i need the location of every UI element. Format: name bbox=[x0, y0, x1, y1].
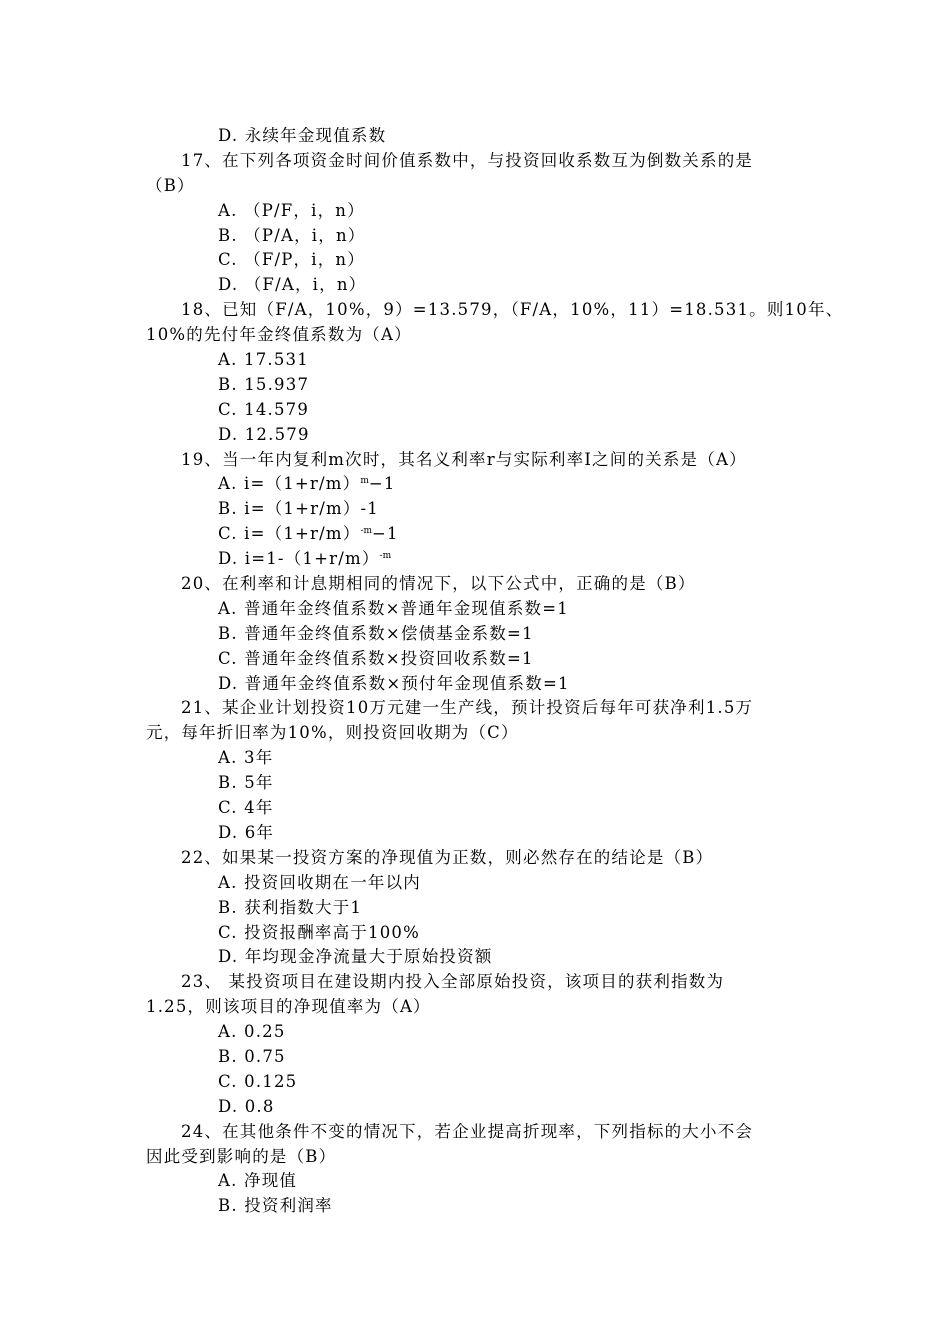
question-line bbox=[146, 149, 816, 174]
answer-option bbox=[146, 821, 816, 846]
line-text: D. i=1-（1+r/m） bbox=[218, 549, 380, 569]
line-text: D. 永续年金现值系数 bbox=[218, 126, 387, 145]
answer-option bbox=[146, 1020, 816, 1045]
line-text: 23、 某投资项目在建设期内投入全部原始投资，该项目的获利指数为 bbox=[181, 972, 725, 992]
question-continuation bbox=[146, 995, 816, 1020]
line-text: B. （P/A，i，n） bbox=[218, 225, 366, 245]
answer-option bbox=[146, 672, 816, 697]
answer-option bbox=[146, 547, 816, 572]
line-text: D. 12.579 bbox=[218, 424, 310, 444]
line-text: 24、在其他条件不变的情况下，若企业提高折现率，下列指标的大小不会 bbox=[181, 1121, 754, 1141]
line-text: 20、在利率和计息期相同的情况下，以下公式中，正确的是（B） bbox=[181, 574, 696, 594]
exponent: -m bbox=[379, 551, 392, 562]
answer-option bbox=[146, 647, 816, 672]
line-text: D. 年均现金净流量大于原始投资额 bbox=[218, 947, 493, 967]
question-continuation bbox=[146, 323, 816, 348]
answer-option bbox=[146, 921, 816, 946]
line-text: A. 17.531 bbox=[218, 350, 309, 370]
answer-option bbox=[146, 423, 816, 448]
line-text: C. 投资报酬率高于100% bbox=[218, 922, 420, 942]
answer-option bbox=[146, 273, 816, 298]
line-text: D. 0.8 bbox=[218, 1096, 275, 1116]
answer-option bbox=[146, 1194, 816, 1219]
answer-option bbox=[146, 248, 816, 273]
line-text: A. 3年 bbox=[218, 748, 274, 768]
exponent: -m bbox=[360, 526, 373, 537]
exponent: m bbox=[360, 476, 369, 487]
question-line bbox=[146, 1120, 816, 1145]
line-text: B. i=（1+r/m）-1 bbox=[218, 499, 380, 519]
answer-option bbox=[146, 199, 816, 224]
answer-option bbox=[146, 896, 816, 921]
question-continuation bbox=[146, 1145, 816, 1170]
answer-option bbox=[146, 224, 816, 249]
answer-option bbox=[146, 1169, 816, 1194]
line-text: D. （F/A，i，n） bbox=[218, 275, 367, 295]
line-text: B. 投资利润率 bbox=[218, 1196, 333, 1216]
answer-option bbox=[146, 398, 816, 423]
answer-option bbox=[146, 597, 816, 622]
line-text: A. 普通年金终值系数×普通年金现值系数=1 bbox=[218, 598, 569, 618]
line-text: 10%的先付年金终值系数为（A） bbox=[146, 325, 412, 345]
line-text: C. 14.579 bbox=[218, 399, 310, 419]
line-text: A. 净现值 bbox=[218, 1171, 298, 1191]
answer-option bbox=[146, 1070, 816, 1095]
line-text: 18、已知（F/A，10%，9）=13.579，（F/A，10%，11）=18.531。则10年、 bbox=[181, 300, 844, 320]
line-text: B. 5年 bbox=[218, 773, 274, 793]
answer-option bbox=[146, 497, 816, 522]
question-line bbox=[146, 572, 816, 597]
line-text: D. 普通年金终值系数×预付年金现值系数=1 bbox=[218, 673, 570, 693]
question-continuation bbox=[146, 721, 816, 746]
answer-option bbox=[146, 373, 816, 398]
question-line bbox=[146, 970, 816, 995]
line-text: B. 0.75 bbox=[218, 1046, 286, 1066]
line-text: C. 普通年金终值系数×投资回收系数=1 bbox=[218, 648, 534, 668]
answer-option bbox=[146, 746, 816, 771]
answer-option bbox=[146, 796, 816, 821]
line-text: C. 0.125 bbox=[218, 1071, 298, 1091]
question-line bbox=[146, 448, 816, 473]
line-text: 19、当一年内复利m次时，其名义利率r与实际利率I之间的关系是（A） bbox=[181, 449, 747, 469]
question-line bbox=[146, 298, 844, 323]
line-text: A. （P/F，i，n） bbox=[218, 200, 365, 220]
question-text-block bbox=[146, 124, 844, 1219]
answer-option bbox=[146, 945, 816, 970]
line-text: A. i=（1+r/m） bbox=[218, 474, 361, 494]
line-text: D. 6年 bbox=[218, 822, 275, 842]
answer-option bbox=[146, 348, 816, 373]
line-text: C. （F/P，i，n） bbox=[218, 250, 365, 270]
answer-option bbox=[146, 522, 816, 547]
answer-option bbox=[146, 622, 816, 647]
line-text: B. 15.937 bbox=[218, 374, 310, 394]
answer-option bbox=[146, 871, 816, 896]
line-text: A. 0.25 bbox=[218, 1022, 286, 1042]
question-line bbox=[146, 846, 816, 871]
answer-option bbox=[146, 1095, 816, 1120]
question-continuation bbox=[146, 174, 816, 199]
line-text: C. 4年 bbox=[218, 798, 274, 818]
answer-option bbox=[146, 124, 816, 149]
line-text: 17、在下列各项资金时间价值系数中，与投资回收系数互为倒数关系的是 bbox=[181, 150, 754, 170]
formula-tail: −1 bbox=[368, 474, 396, 494]
formula-tail: −1 bbox=[372, 524, 399, 544]
line-text: 元，每年折旧率为10%，则投资回收期为（C） bbox=[146, 723, 519, 743]
line-text: C. i=（1+r/m） bbox=[218, 524, 361, 544]
line-text: （B） bbox=[146, 175, 195, 195]
line-text: 22、如果某一投资方案的净现值为正数，则必然存在的结论是（B） bbox=[181, 847, 714, 867]
line-text: 1.25，则该项目的净现值率为（A） bbox=[146, 997, 431, 1017]
line-text: 21、某企业计划投资10万元建一生产线，预计投资后每年可获净利1.5万 bbox=[181, 698, 754, 718]
line-text: A. 投资回收期在一年以内 bbox=[218, 872, 422, 892]
answer-option bbox=[146, 472, 816, 497]
line-text: B. 获利指数大于1 bbox=[218, 897, 363, 917]
answer-option bbox=[146, 771, 816, 796]
question-line bbox=[146, 696, 816, 721]
line-text: B. 普通年金终值系数×偿债基金系数=1 bbox=[218, 623, 534, 643]
line-text: 因此受到影响的是（B） bbox=[146, 1146, 337, 1166]
answer-option bbox=[146, 1045, 816, 1070]
